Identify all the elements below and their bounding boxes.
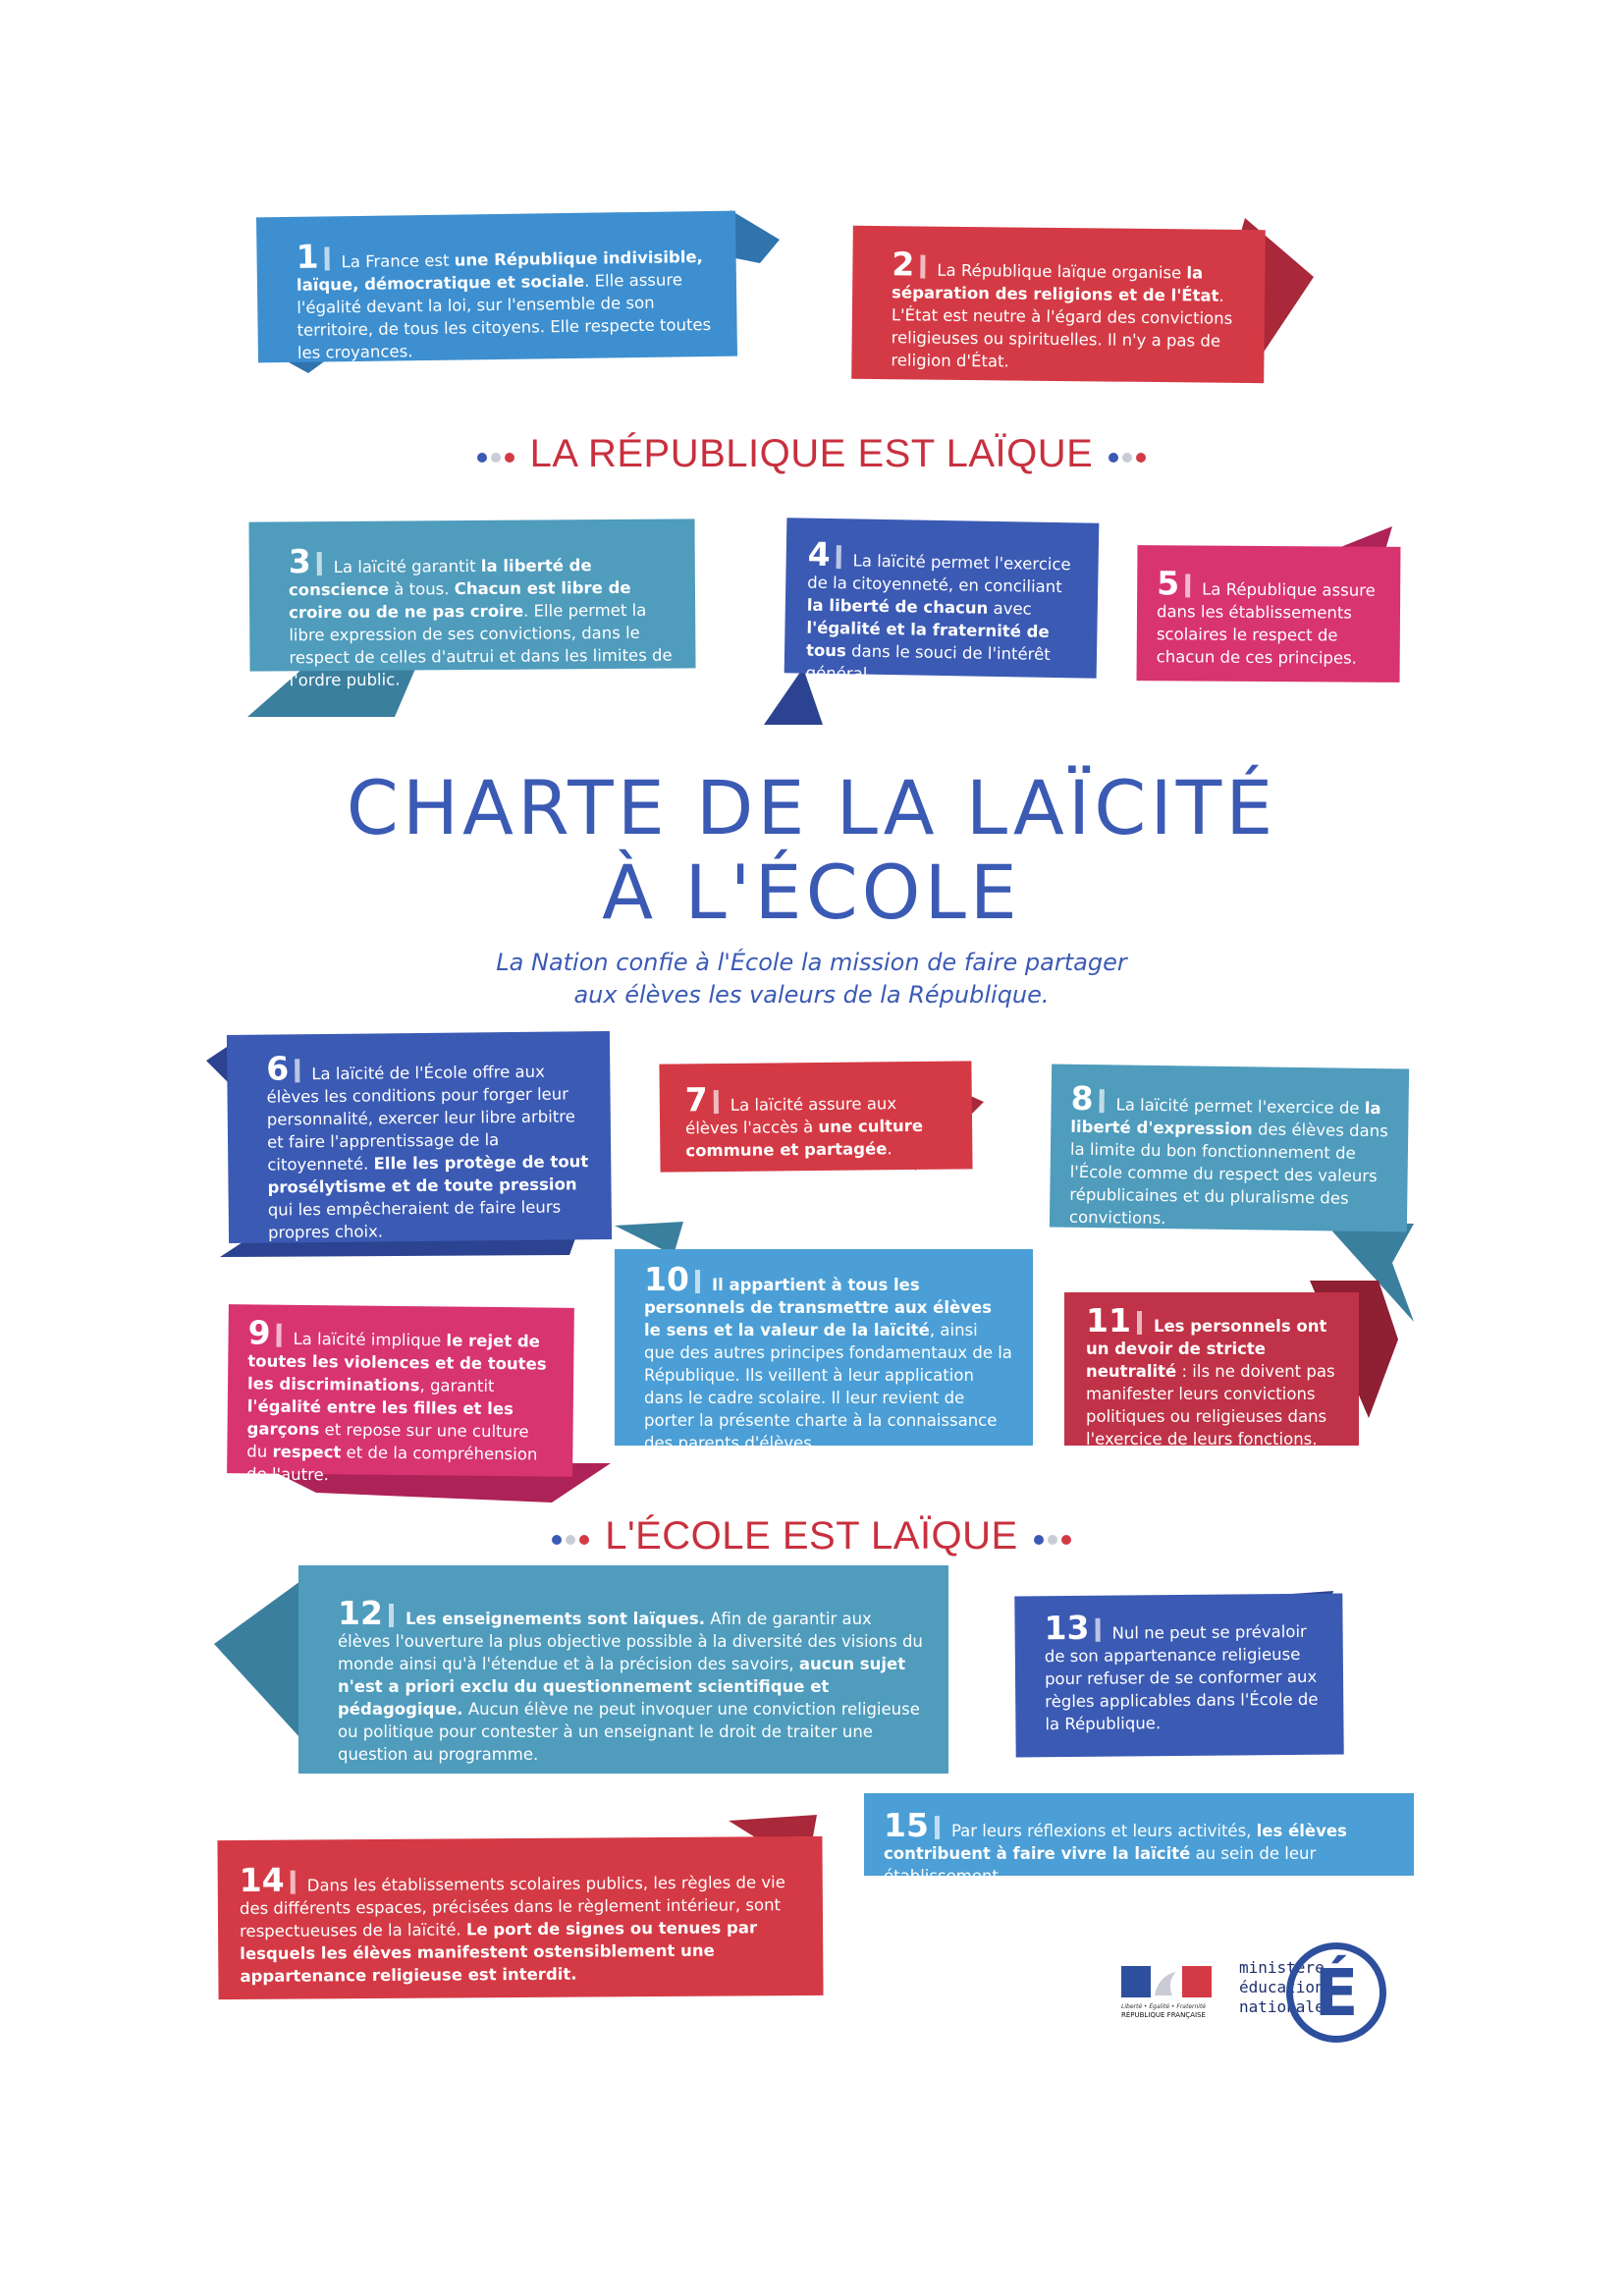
article-text [240, 1873, 785, 1986]
tricolor-dots [475, 434, 516, 478]
rf-name: RÉPUBLIQUE FRANÇAISE [1121, 2011, 1206, 2019]
tricolor-dots [550, 1516, 591, 1560]
article-text-segment: les élèves contribuent à faire vivre la laïcité [884, 1822, 1347, 1863]
divider [935, 1816, 940, 1839]
article-text-segment: la liberté de chacun [806, 595, 989, 618]
article-number: 15 [884, 1806, 929, 1844]
article-banner [659, 1061, 972, 1172]
article-number: 10 [644, 1260, 689, 1298]
title-line-2: À L'ÉCOLE [602, 848, 1021, 936]
article-number: 5 [1157, 564, 1180, 603]
article-text-segment: . Elle assure l'égalité devant la loi, sur l'ensemble de son territoire, de tous les citoyens. Elle respecte toutes les croyances. [297, 270, 712, 362]
article-text [1069, 1095, 1388, 1228]
divider [389, 1604, 394, 1627]
republique-francaise-logo [1121, 1966, 1212, 2019]
article-text-segment: La laïcité de l'École offre aux élèves les conditions pour forger leur personnalité, exercer leur libre arbitre et faire l'apprentissage de la citoyenneté. [266, 1062, 575, 1175]
article-banner [1050, 1064, 1409, 1231]
tricolor-dots [1032, 1516, 1073, 1560]
article-banner [217, 1836, 823, 1999]
education-emblem-icon [1286, 1942, 1386, 2043]
article-text [685, 1094, 923, 1160]
article-text-segment: Les enseignements sont laïques. [405, 1610, 705, 1628]
article-number: 14 [239, 1860, 285, 1899]
article-text-segment: : ils ne doivent pas manifester leurs convictions politiques ou religieuses dans l'exercice de leurs fonctions. [1086, 1362, 1335, 1449]
subtitle-line-2: aux élèves les valeurs de la République. [573, 981, 1050, 1009]
divider [324, 246, 329, 270]
article-text-segment: La France est [341, 250, 455, 272]
article-number: 2 [892, 245, 915, 284]
article-text-segment: des élèves dans la limite du bon fonctionnement de l'École comme du respect des valeurs républicaines et du pluralisme des convictions. [1068, 1120, 1388, 1229]
article-text-segment: respect [272, 1442, 342, 1462]
article-text-segment: aucun sujet n'est a priori exclu du questionnement scientifique et pédagogique. [338, 1655, 906, 1719]
divider [295, 1059, 299, 1082]
rf-motto: Liberté • Égalité • Fraternité [1121, 2003, 1207, 2010]
article-text [891, 261, 1232, 371]
tricolor-dots [1107, 434, 1148, 478]
ministry-line: nationale [1239, 1997, 1325, 2016]
article-banner [1014, 1594, 1343, 1758]
article-text-segment: La République laïque organise [937, 260, 1187, 283]
article-text-segment: Le port de signes ou tenues par lesquels les élèves manifestent ostensiblement une appartenance religieuse est interdit. [240, 1918, 758, 1986]
article-number: 1 [296, 237, 319, 276]
article-text-segment: et repose sur une culture du [246, 1420, 529, 1461]
article-text-segment: La laïcité permet l'exercice de [1115, 1095, 1365, 1118]
article-text-segment: la séparation des religions et de l'État [892, 263, 1219, 305]
title-line-1: CHARTE DE LA LAÏCITÉ [346, 764, 1277, 851]
divider [920, 255, 925, 279]
subtitle-line-1: La Nation confie à l'École la mission de faire partager [496, 949, 1127, 976]
article-number: 12 [338, 1594, 383, 1632]
article-number: 3 [288, 542, 311, 581]
article-text-segment: et de la compréhension de l'autre. [246, 1443, 538, 1485]
article-number: 11 [1086, 1301, 1131, 1339]
article-banner [248, 519, 695, 690]
article-text-segment: une République indivisible, laïque, démocratique et sociale [296, 247, 704, 295]
article-text-segment: Elle les protège de tout prosélytisme et de toute pression [267, 1152, 589, 1197]
article-text-segment: avec [988, 598, 1032, 619]
page-subtitle [0, 947, 1623, 1011]
divider [1137, 1311, 1142, 1335]
article-text-segment: La laïcité garantit [333, 556, 481, 576]
article-text-segment: dans le souci de l'intérêt général. [805, 641, 1051, 683]
article-banner [851, 226, 1266, 383]
divider [695, 1270, 700, 1293]
article-text-segment: la liberté d'expression [1070, 1098, 1381, 1139]
article-text-segment: , garantit [419, 1376, 495, 1395]
article-text-segment: l'égalité entre les filles et les garçons [246, 1396, 514, 1440]
page-title [0, 766, 1623, 935]
article-text-segment: . L'État est neutre à l'égard des convictions religieuses ou spirituelles. Il n'y a pas de religion d'État. [891, 286, 1233, 371]
article-text-segment: Dans les établissements scolaires publics, les règles de vie des différents espaces, précisées dans le règlement intérieur, sont respectueuses de la laïcité. [239, 1873, 785, 1941]
section-title: L'ÉCOLE EST LAÏQUE [605, 1514, 1018, 1558]
article-text [297, 247, 712, 362]
article-text-segment: . [887, 1139, 893, 1159]
article-text [289, 556, 673, 689]
article-text-segment: Aucun élève ne peut invoquer une conviction religieuse ou politique pour contester à un enseignant le droit de traiter une question au programme. [338, 1700, 920, 1764]
section-title: LA RÉPUBLIQUE EST LAÏQUE [529, 432, 1094, 475]
article-text [644, 1276, 1012, 1452]
article-text-segment: La République assure dans les établissements scolaires le respect de chacun de ces principes. [1156, 579, 1376, 668]
article-banner [784, 518, 1100, 683]
article-text-segment: Nul ne peut se prévaloir de son appartenance religieuse pour refuser de se conformer aux règles applicables dans l'École de la République. [1044, 1621, 1319, 1734]
ministry-line: ministère [1239, 1958, 1325, 1977]
article-text-segment: Il appartient à tous les personnels de transmettre aux élèves le sens et la valeur de la laïcité [644, 1276, 992, 1339]
article-text-segment: Les personnels ont un devoir de stricte neutralité [1086, 1317, 1327, 1381]
article-text-segment: une culture commune et partagée [685, 1116, 924, 1161]
article-number: 6 [266, 1049, 290, 1088]
marianne-icon [1121, 1966, 1212, 1997]
article-text-segment: . Elle permet la libre expression de ses convictions, dans le respect de celles d'autrui et dans les limites de l'ordre public. [289, 600, 673, 690]
article-text-segment: La laïcité assure aux élèves l'accès à [685, 1094, 897, 1138]
article-text [246, 1330, 547, 1484]
article-text-segment: Par leurs réflexions et leurs activités, [950, 1822, 1257, 1840]
article-text-segment: l'égalité et la fraternité de tous [805, 618, 1050, 661]
divider [317, 552, 322, 575]
article-number: 7 [684, 1080, 708, 1120]
article-number: 13 [1044, 1608, 1090, 1648]
article-text-segment: qui les empêcheraient de faire leurs propres choix. [267, 1197, 562, 1242]
article-text-segment: la liberté de conscience [288, 556, 592, 600]
article-banner [615, 1249, 1033, 1452]
article-banner [256, 211, 737, 363]
article-text-segment: , ainsi que des autres principes fondamentaux de la République. Ils veillent à leur application dans le cadre scolaire. Il leur revient de porter la présente charte à la connaissance des parents d'élèves. [644, 1321, 1012, 1452]
emblem-letter: É [1314, 1955, 1359, 2031]
article-text-segment: La laïcité permet l'exercice de la citoyenneté, en conciliant [807, 551, 1071, 597]
divider [1095, 1618, 1100, 1642]
article-text [1086, 1317, 1335, 1449]
divider [1185, 574, 1190, 597]
article-text-segment: au sein de leur établissement. [884, 1844, 1317, 1886]
article-text [338, 1610, 923, 1764]
article-text-segment: Afin de garantir aux élèves l'ouverture la plus objective possible à la diversité des visions du monde ainsi qu'à l'étendue et à la précision des savoirs, [338, 1610, 923, 1673]
article-text [884, 1822, 1347, 1886]
article-banner [227, 1031, 612, 1243]
article-text-segment: La laïcité implique [293, 1329, 447, 1350]
article-banner [1064, 1292, 1359, 1449]
article-text-segment: Chacun est libre de croire ou de ne pas croire [289, 577, 631, 623]
divider [291, 1871, 296, 1894]
article-banner [1137, 545, 1401, 683]
divider [276, 1324, 281, 1347]
article-text [266, 1063, 588, 1242]
article-banner [227, 1304, 574, 1485]
article-number: 9 [247, 1313, 271, 1352]
article-text [805, 551, 1070, 683]
divider [1099, 1089, 1104, 1113]
section-heading-republique [0, 432, 1623, 478]
section-heading-ecole [0, 1514, 1623, 1560]
article-banner [298, 1565, 948, 1774]
article-text-segment: à tous. [388, 579, 455, 599]
article-banner [864, 1793, 1414, 1886]
article-number: 4 [807, 534, 832, 574]
divider [836, 545, 840, 569]
divider [714, 1090, 719, 1114]
ministry-line: éducation [1239, 1978, 1325, 1996]
article-text-segment: le rejet de toutes les violences et de toutes les discriminations [246, 1331, 547, 1395]
article-number: 8 [1070, 1078, 1094, 1119]
